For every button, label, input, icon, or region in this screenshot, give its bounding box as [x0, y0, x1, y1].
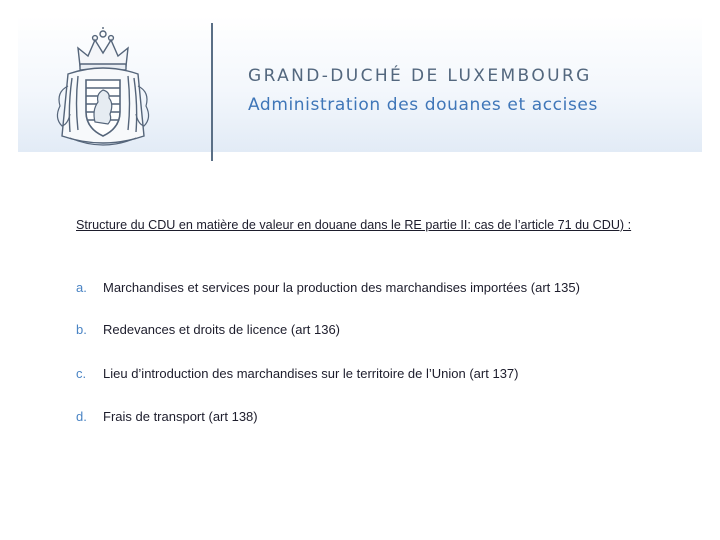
list-item-text: Redevances et droits de licence (art 136) [103, 322, 341, 337]
country-title: GRAND-DUCHÉ DE LUXEMBOURG [248, 66, 592, 86]
list-item [76, 322, 340, 337]
list-item [76, 280, 580, 295]
list-item-letter: d. [76, 409, 87, 424]
list-item-letter: b. [76, 322, 87, 337]
list-item [76, 409, 258, 424]
coat-of-arms-logo [48, 26, 158, 154]
list-item-text: Marchandises et services pour la production des marchandises importées (art 135) [103, 280, 580, 295]
header-divider [211, 23, 213, 161]
list-item [76, 366, 519, 381]
list-item-letter: c. [76, 366, 87, 381]
section-heading: Structure du CDU en matière de valeur en douane dans le RE partie II: cas de l’article 71 du CDU) : [76, 218, 632, 232]
list-item-text: Frais de transport (art 138) [103, 409, 258, 424]
header-banner [18, 16, 702, 152]
list-item-text: Lieu d’introduction des marchandises sur le territoire de l’Union (art 137) [103, 366, 519, 381]
list-item-letter: a. [76, 280, 87, 295]
administration-subtitle: Administration des douanes et accises [248, 95, 598, 115]
